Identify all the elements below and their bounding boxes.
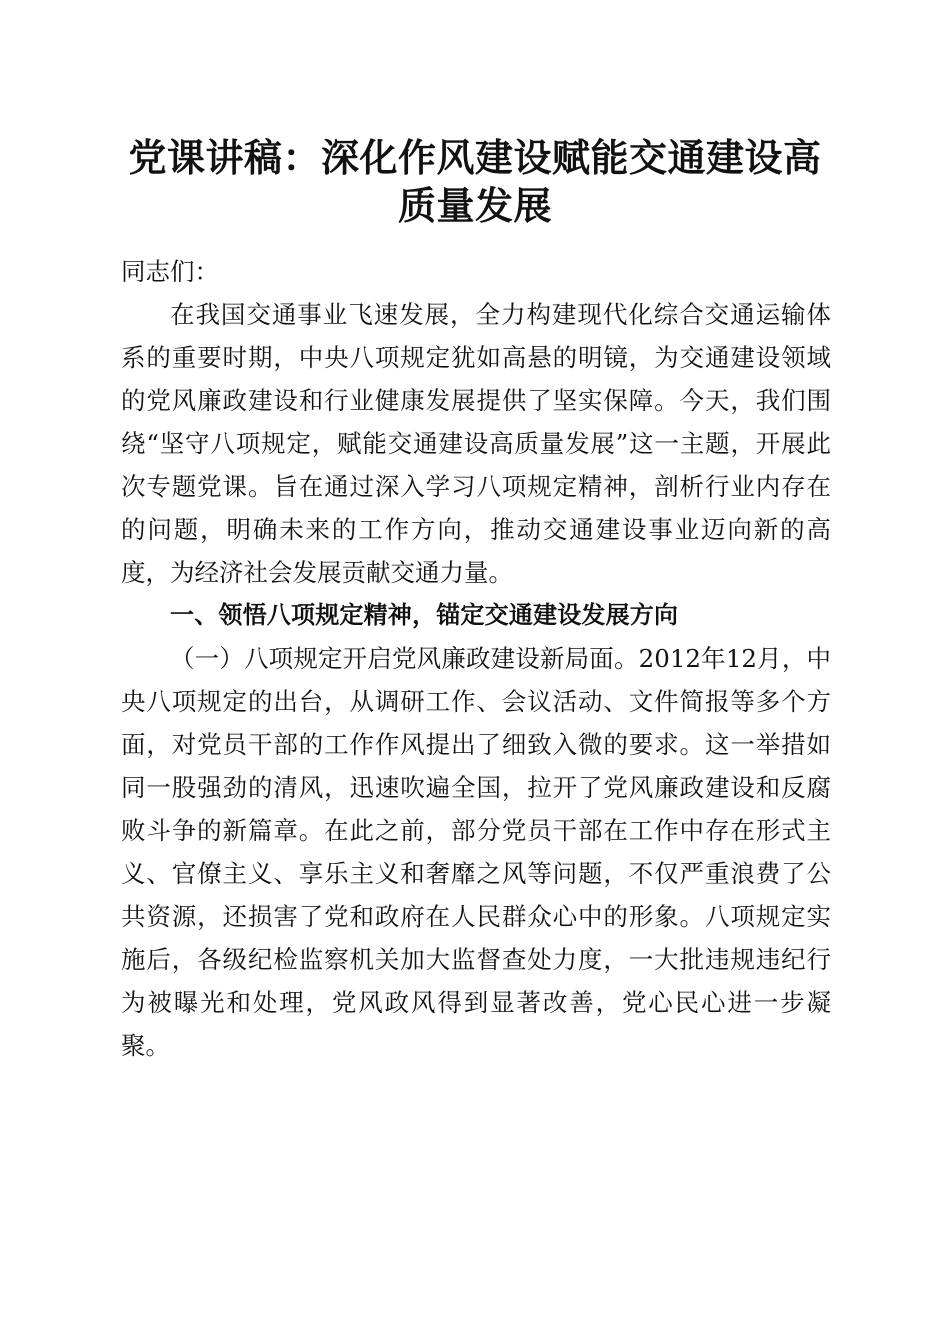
document-body [121,250,831,1067]
document-title: 党课讲稿：深化作风建设赋能交通建设高质量发展 [128,135,822,228]
sub-heading: （一）八项规定开启党风廉政建设新局面。 [170,644,639,673]
salutation: 同志们： [121,257,219,286]
sub-paragraph-text: 2012年12月，中央八项规定的出台，从调研工作、会议活动、文件简报等多个方面，对党员干部的工作作风提出了细致入微的要求。这一举措如同一股强劲的清风，迅速吹遍全国，拉开了党风廉政建设和反腐败斗争的新篇章。在此之前，部分党员干部在工作中存在形式主义、官僚主义、享乐主义和奢靡之风等问题，不仅严重浪费了公共资源，还损害了党和政府在人民群众心中的形象。八项规定实施后，各级纪检监察机关加大监督查处力度，一大批违规违纪行为被曝光和处理，党风政风得到显著改善，党心民心进一步凝聚。 [121,644,831,1060]
intro-paragraph: 在我国交通事业飞速发展，全力构建现代化综合交通运输体系的重要时期，中央八项规定犹如高悬的明镜，为交通建设领域的党风廉政建设和行业健康发展提供了坚实保障。今天，我们围绕“坚守八项规定，赋能交通建设高质量发展”这一主题，开展此次专题党课。旨在通过深入学习八项规定精神，剖析行业内存在的问题，明确未来的工作方向，推动交通建设事业迈向新的高度，为经济社会发展贡献交通力量。 [121,300,831,587]
section-heading: 一、领悟八项规定精神，锚定交通建设发展方向 [170,601,679,629]
section-paragraph [121,637,831,1067]
